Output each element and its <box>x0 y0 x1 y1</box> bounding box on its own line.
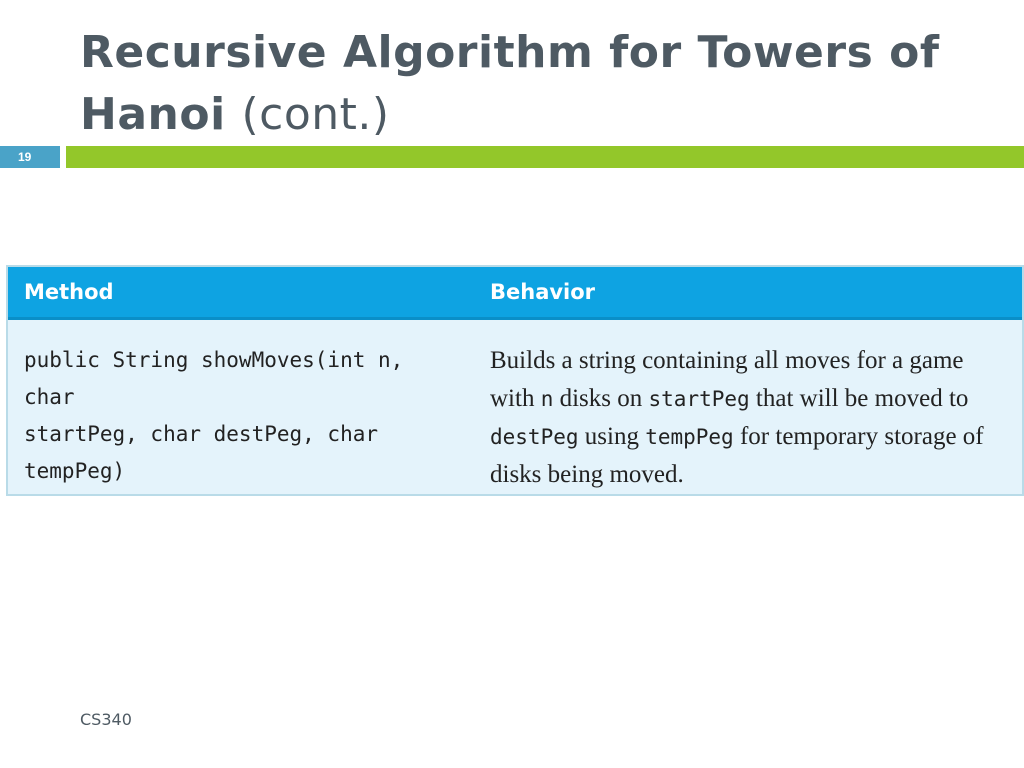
slide-title-main: Recursive Algorithm for Towers of Hanoi <box>80 27 940 140</box>
method-signature-line1: public String showMoves(int n, char <box>24 348 404 409</box>
behavior-code-temppeg: tempPeg <box>645 425 734 449</box>
table-row <box>8 319 1022 495</box>
slide-title-cont: (cont.) <box>241 89 390 140</box>
behavior-column-header: Behavior <box>470 267 1022 319</box>
behavior-text-1: Builds a string containing all moves for a game with <box>490 347 964 412</box>
behavior-text-4: using <box>578 423 646 450</box>
behavior-text-3: that will be moved to <box>749 385 969 412</box>
method-signature-line2: startPeg, char destPeg, char tempPeg) <box>24 422 379 483</box>
behavior-description-cell <box>470 319 1022 495</box>
behavior-code-destpeg: destPeg <box>490 425 579 449</box>
behavior-code-n: n <box>540 387 554 411</box>
method-column-header: Method <box>8 267 470 319</box>
method-signature-cell <box>8 319 470 495</box>
table-header-row <box>8 267 1022 319</box>
slide-number: 19 <box>0 146 60 168</box>
method-table <box>8 267 1022 494</box>
slide-title <box>80 22 980 146</box>
accent-bar <box>66 146 1024 168</box>
behavior-code-startpeg: startPeg <box>648 387 750 411</box>
behavior-text-2: disks on <box>553 385 649 412</box>
footer-course-label: CS340 <box>80 710 132 729</box>
behavior-text-5: for temporary storage of disks being moved. <box>490 423 984 488</box>
